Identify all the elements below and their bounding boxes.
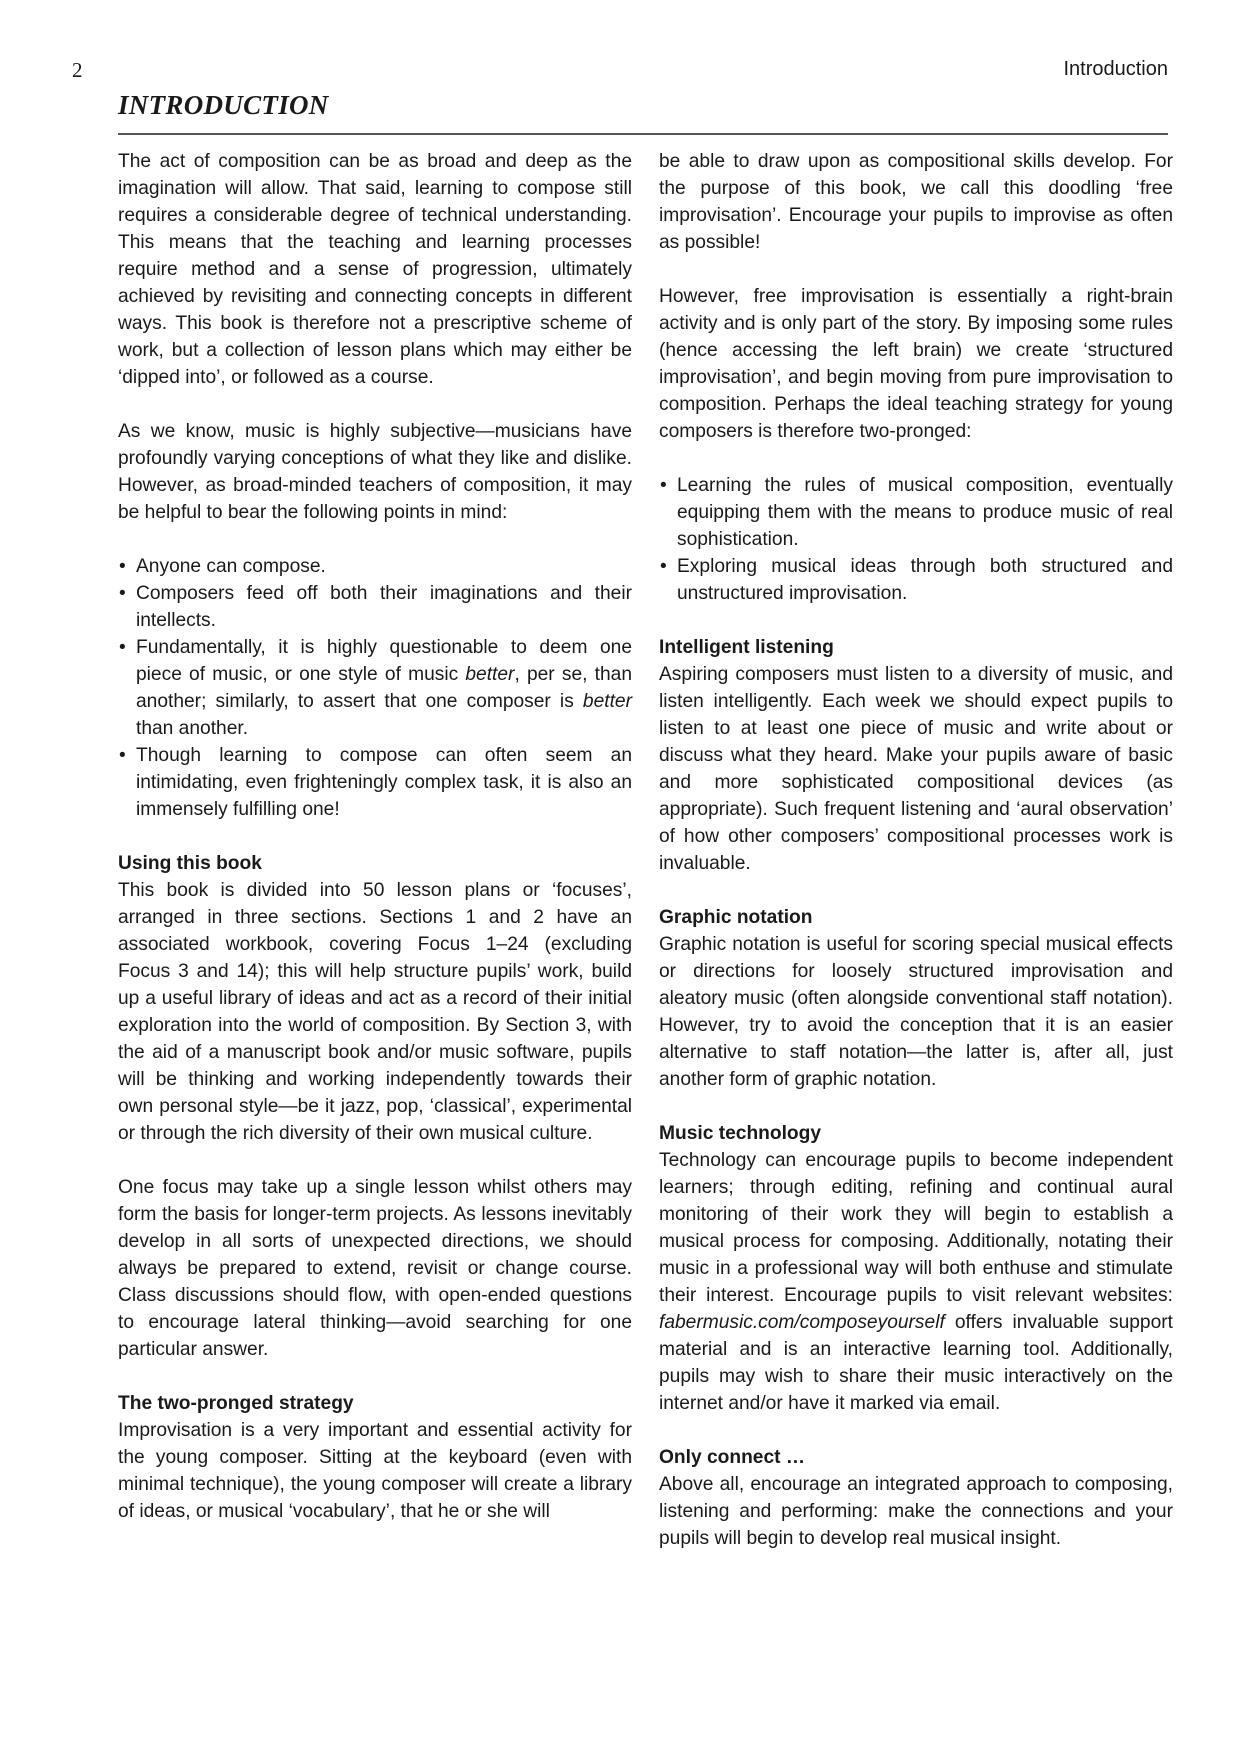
list-item: • Learning the rules of musical composition, eventually equipping them with the means to produce music of real sophistication.: [659, 472, 1173, 553]
emphasis-text: better: [465, 664, 515, 685]
strategy-paragraph: Improvisation is a very important and essential activity for the young composer. Sitting at the keyboard (even with minimal technique), the young composer will create a library of ideas, or musical ‘vocabulary’, that he or she will: [118, 1420, 632, 1522]
page-number: 2: [72, 58, 83, 82]
music-technology-paragraph: [659, 1147, 1173, 1417]
title-divider: [118, 133, 1168, 135]
listening-paragraph: Aspiring composers must listen to a diversity of music, and listen intelligently. Each week we should expect pupils to listen to at least one piece of music and write about or discuss what they heard. Make your pupils aware of basic and more sophisticated compositional devices (as appropriate). Such frequent listening and ‘aural observation’ of how other composers’ compositional processes work is invaluable.: [659, 664, 1173, 874]
section-heading-listening: Intelligent listening: [659, 637, 834, 658]
list-item: • Exploring musical ideas through both structured and unstructured improvisation.: [659, 553, 1173, 607]
running-head: Introduction: [1063, 58, 1168, 80]
section-heading-two-pronged: The two-pronged strategy: [118, 1393, 354, 1414]
focus-paragraph: One focus may take up a single lesson whilst others may form the basis for longer-term projects. As lessons inevitably develop in all sorts of unexpected directions, we should always be prepared to extend, revisit or change course. Class discussions should flow, with open-ended questions to encourage lateral thinking—avoid searching for one particular answer.: [118, 1177, 632, 1360]
strategy-continued-paragraph: be able to draw upon as compositional skills develop. For the purpose of this book, we call this doodling ‘free improvisation’. Encourage your pupils to improvise as often as possible!: [659, 151, 1173, 253]
only-connect-paragraph: Above all, encourage an integrated approach to composing, listening and performing: make the connections and your pupils will begin to develop real musical insight.: [659, 1474, 1173, 1549]
emphasis-text: better: [582, 691, 632, 712]
list-item: [118, 634, 632, 742]
website-reference: fabermusic.com/composeyourself: [659, 1312, 945, 1333]
section-heading-using-book: Using this book: [118, 853, 262, 874]
paragraph-text: Technology can encourage pupils to become independent learners; through editing, refining and continual aural monitoring of their work they will begin to establish a musical process for composing. Additionally, notating their music in a professional way will both enthuse and stimulate their interest. Encourage pupils to visit relevant websites:: [659, 1150, 1173, 1306]
list-item: • Composers feed off both their imaginations and their intellects.: [118, 580, 632, 634]
list-item: • Anyone can compose.: [118, 553, 632, 580]
page-title: INTRODUCTION: [118, 90, 329, 120]
left-column: [118, 148, 632, 1552]
spacer: [118, 526, 632, 553]
list-item: • Though learning to compose can often seem an intimidating, even frighteningly complex task, it is also an immensely fulfilling one!: [118, 742, 632, 823]
points-list: [118, 553, 632, 823]
paragraph-text: offers invaluable support material and is an interactive learning tool. Additionally, pupils may wish to share their music interactively on the internet and/or have it marked via email.: [659, 1312, 1173, 1414]
section-heading-music-technology: Music technology: [659, 1123, 822, 1144]
list-item-text: , per se, than another; similarly, to assert that one composer is: [136, 664, 632, 712]
intro-paragraph: The act of composition can be as broad and deep as the imagination will allow. That said, learning to compose still requires a considerable degree of technical understanding. This means that the teaching and learning processes require method and a sense of progression, ultimately achieved by revisiting and connecting concepts in different ways. This book is therefore not a prescriptive scheme of work, but a collection of lesson plans which may either be ‘dipped into’, or followed as a course.: [118, 151, 632, 388]
section-heading-only-connect: Only connect …: [659, 1447, 806, 1468]
graphic-notation-paragraph: Graphic notation is useful for scoring special musical effects or directions for loosely structured improvisation and aleatory music (often alongside conventional staff notation). However, try to avoid the conception that it is an easier alternative to staff notation—the latter is, after all, just another form of graphic notation.: [659, 934, 1173, 1090]
strategy-list: [659, 472, 1173, 607]
using-book-paragraph: This book is divided into 50 lesson plans or ‘focuses’, arranged in three sections. Sections 1 and 2 have an associated workbook, covering Focus 1–24 (excluding Focus 3 and 14); this will help structure pupils’ work, build up a useful library of ideas and act as a record of their initial exploration into the world of composition. By Section 3, with the aid of a manuscript book and/or music software, pupils will be thinking and working independently towards their own personal style—be it jazz, pop, ‘classical’, experimental or through the rich diversity of their own musical culture.: [118, 880, 632, 1144]
list-item-text: than another.: [136, 718, 249, 739]
subjectivity-paragraph: As we know, music is highly subjective—musicians have profoundly varying conceptions of what they like and dislike. However, as broad-minded teachers of composition, it may be helpful to bear the following points in mind:: [118, 421, 632, 523]
section-heading-graphic-notation: Graphic notation: [659, 907, 813, 928]
right-brain-paragraph: However, free improvisation is essentially a right-brain activity and is only part of the story. By imposing some rules (hence accessing the left brain) we create ‘structured improvisation’, and begin moving from pure improvisation to composition. Perhaps the ideal teaching strategy for young composers is therefore two-pronged:: [659, 286, 1173, 442]
list-item-text: Fundamentally, it is highly questionable to deem one piece of music, or one style of music: [136, 637, 632, 685]
right-column: [659, 148, 1173, 1579]
